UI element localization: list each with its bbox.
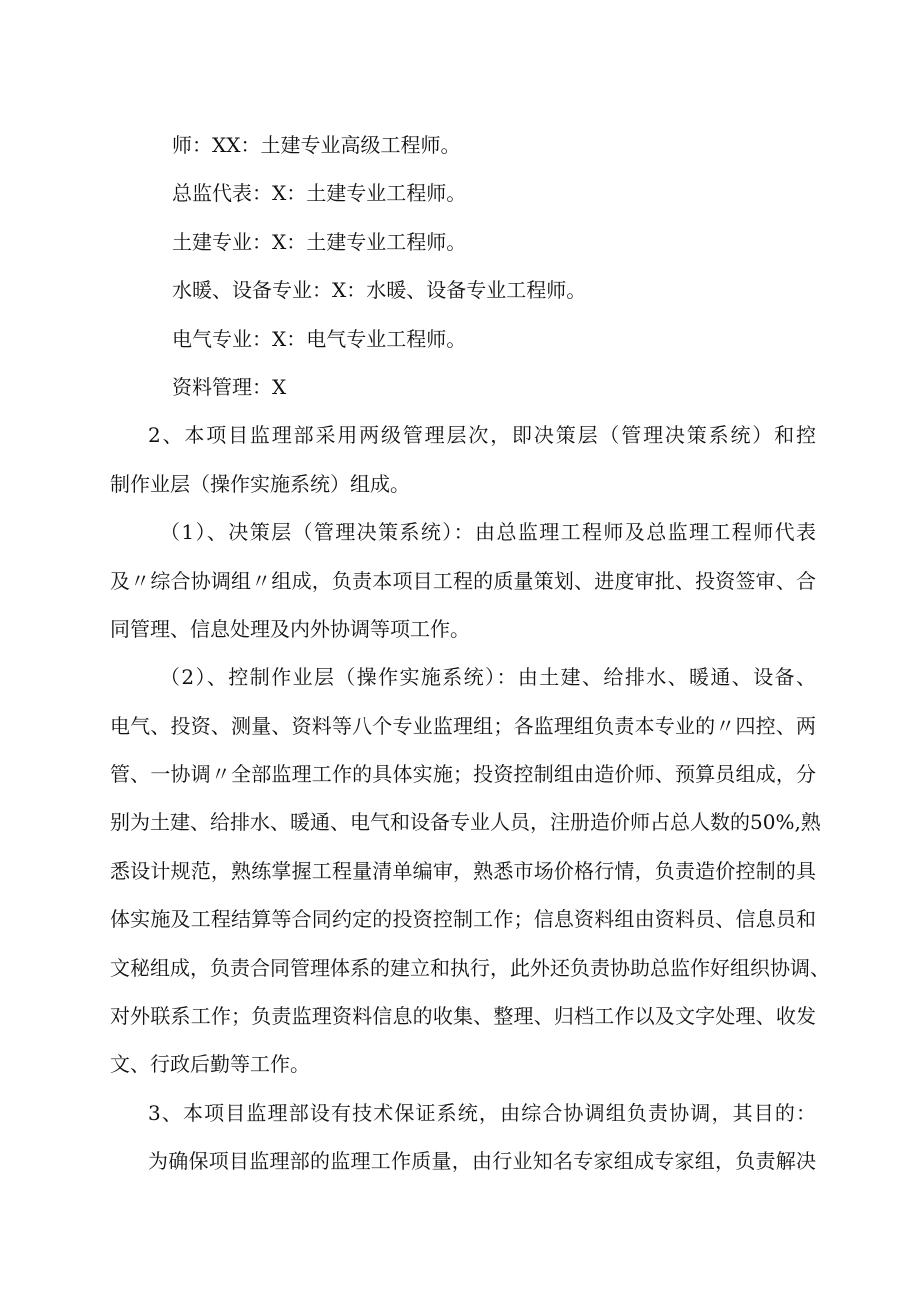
roster-line: 资料管理：X [172,375,287,399]
paragraph-2-2-line: 悉设计规范，熟练掌握工程量清单编审，熟悉市场价格行情，负责造价控制的具 [110,859,816,883]
paragraph-2-1-line: 同管理、信息处理及内外协调等项工作。 [110,617,470,641]
paragraph-3-line: 为确保项目监理部的监理工作质量，由行业知名专家组成专家组，负责解决 [148,1149,816,1173]
paragraph-2-1-line: 及〃综合协调组〃组成，负责本项目工程的质量策划、进度审批、投资签审、合 [110,569,816,593]
roster-line: 总监代表：X：土建专业工程师。 [172,181,467,205]
roster-line: 师：XX：土建专业高级工程师。 [172,133,461,157]
paragraph-2-2-line: 电气、投资、测量、资料等八个专业监理组；各监理组负责本专业的〃四控、两 [110,714,816,738]
roster-line: 土建专业：X：土建专业工程师。 [172,230,467,254]
paragraph-2-2-line: 体实施及工程结算等合同约定的投资控制工作；信息资料组由资料员、信息员和 [110,907,816,931]
paragraph-2-2-line: 文秘组成，负责合同管理体系的建立和执行，此外还负责协助总监作好组织协调、 [110,956,830,980]
paragraph-2-2-line: （2）、控制作业层（操作实施系统）：由土建、给排水、暖通、设备、 [160,665,816,689]
paragraph-2-2-line: 对外联系工作；负责监理资料信息的收集、整理、归档工作以及文字处理、收发 [110,1004,816,1028]
paragraph-2-line: 制作业层（操作实施系统）组成。 [110,472,410,496]
paragraph-2-2-line: 别为土建、给排水、暖通、电气和设备专业人员，注册造价师占总人数的50%,熟 [110,810,821,834]
roster-line: 电气专业：X：电气专业工程师。 [172,327,467,351]
paragraph-2-1-line: （1）、决策层（管理决策系统）：由总监理工程师及总监理工程师代表 [160,520,816,544]
paragraph-3-line: 3、本项目监理部设有技术保证系统，由综合协调组负责协调，其目的： [148,1101,816,1125]
paragraph-2-2-line: 管、一协调〃全部监理工作的具体实施；投资控制组由造价师、预算员组成，分 [110,762,816,786]
paragraph-2-2-line: 文、行政后勤等工作。 [110,1052,310,1076]
roster-line: 水暖、设备专业：X：水暖、设备专业工程师。 [172,278,587,302]
paragraph-2-line: 2、本项目监理部采用两级管理层次，即决策层（管理决策系统）和控 [148,423,816,447]
